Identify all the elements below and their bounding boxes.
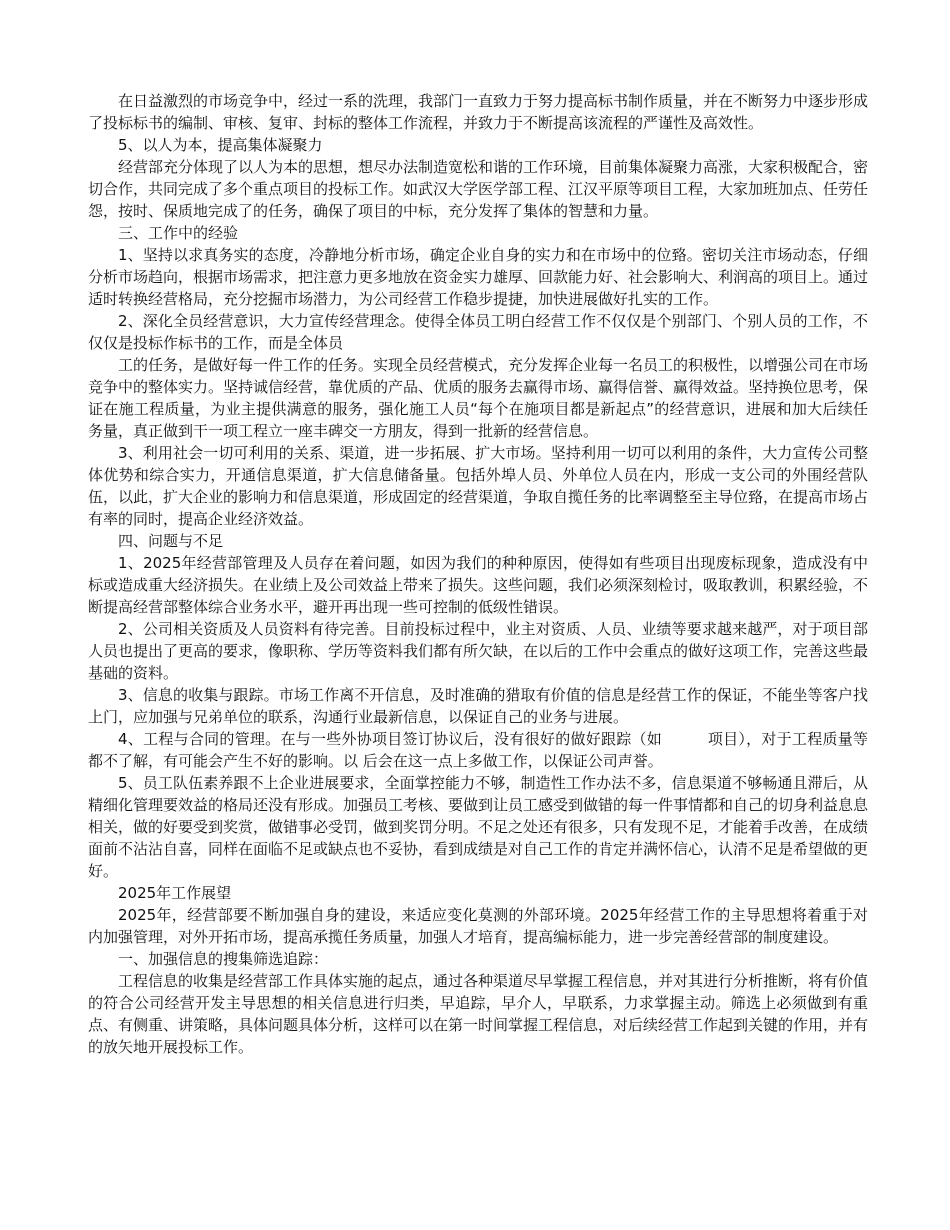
paragraph: 2、公司相关资质及人员资料有待完善。目前投标过程中，业主对资质、人员、业绩等要求越来越严，对于项目部人员也提出了更高的要求，像职称、学历等资料我们都有所欠缺，在以后的工作中会重点的做好这项工作，完善这些最基础的资料。 [88,620,869,682]
paragraph: 经营部充分体现了以人为本的思想，想尽办法制造宽松和谐的工作环境，目前集体凝聚力高涨，大家积极配合，密切合作，共同完成了多个重点项目的投标工作。如武汉大学医学部工程、江汉平原等项目工程，大家加班加点、任劳任怨，按时、保质地完成了的任务，确保了项目的中标，充分发挥了集体的智慧和力量。 [88,158,869,220]
paragraph: 1、2025年经营部管理及人员存在着问题，如因为我们的种种原因，使得如有些项目出现废标现象，造成没有中标或造成重大经济损失。在业绩上及公司效益上带来了损失。这些问题，我们必须深刻检讨，吸取教训，积累经验，不断提高经营部整体综合业务水平，避开再出现一些可控制的低级性错误。 [88,554,869,616]
section-heading: 四、问题与不足 [118,532,224,550]
paragraph: 工程信息的收集是经营部工作具体实施的起点，通过各种渠道尽早掌握工程信息，并对其进行分析推断，将有价值的符合公司经营开发主导思想的相关信息进行归类，早追踪，早介人，早联系，力求掌握主动。筛选上必须做到有重点、有侧重、讲策略，具体问题具体分析，这样可以在第一时间掌握工程信息，对后续经营工作起到关键的作用，并有的放矢地开展投标工作。 [88,972,869,1056]
paragraph: 2、深化全员经营意识，大力宣传经营理念。使得全体员工明白经营工作不仅仅是个别部门、个别人员的工作，不仅仅是投标作标书的工作，而是全体员 [88,312,868,352]
document-body [88,90,868,1058]
paragraph: 3、信息的收集与跟踪。市场工作离不开信息，及时准确的猎取有价值的信息是经营工作的保证，不能坐等客户找上门，应加强与兄弟单位的联系，沟通行业最新信息，以保证自己的业务与进展。 [88,686,868,726]
section-heading: 一、加强信息的搜集筛选追踪： [118,950,329,968]
paragraph: 1、坚持以求真务实的态度，冷静地分析市场，确定企业自身的实力和在市场中的位臵。密切关注市场动态，仔细分析市场趋向，根据市场需求，把注意力更多地放在资金实力雄厚、回款能力好、社会影响大、利润高的项目上。通过适时转换经营格局，充分挖掘市场潜力，为公司经营工作稳步提捷，加快进展做好扎实的工作。 [88,246,869,308]
paragraph: 在日益激烈的市场竞争中，经过一系的洗理，我部门一直致力于努力提高标书制作质量，并在不断努力中逐步形成了投标标书的编制、审核、复审、封标的整体工作流程，并致力于不断提高该流程的严谨性及高效性。 [88,92,869,132]
paragraph: 5、员工队伍素养跟不上企业进展要求，全面掌控能力不够，制造性工作办法不多，信息渠道不够畅通且滞后，从精细化管理要效益的格局还没有形成。加强员工考核、要做到让员工感受到做错的每一件事情都和自己的切身利益息息相关，做的好要受到奖赏，做错事必受罚，做到奖罚分明。不足之处还有很多，只有发现不足，才能着手改善，在成绩面前不沾沾自喜，同样在面临不足或缺点也不妥协，看到成绩是对自己工作的肯定并满怀信心，认清不足是希望做的更好。 [88,774,869,880]
paragraph: 2025年，经营部要不断加强自身的建设，来适应变化莫测的外部环境。2025年经营工作的主导思想将着重于对内加强管理，对外开拓市场，提高承揽任务质量，加强人才培育，提高编标能力，进一步完善经营部的制度建设。 [88,906,868,946]
section-heading: 5、以人为本，提高集体凝聚力 [118,136,323,154]
paragraph: 3、利用社会一切可利用的关系、渠道，进一步拓展、扩大市场。坚持利用一切可以利用的条件，大力宣传公司整体优势和综合实力，开通信息渠道，扩大信息储备量。包括外埠人员、外单位人员在内，形成一支公司的外围经营队伍，以此，扩大企业的影响力和信息渠道，形成固定的经营渠道，争取自揽任务的比率调整至主导位臵，在提高市场占有率的同时，提高企业经济效益。 [88,444,869,528]
section-heading: 三、工作中的经验 [118,224,239,242]
paragraph: 4、工程与合同的管理。在与一些外协项目签订协议后，没有很好的做好跟踪（如 项目），对于工程质量等都不了解，有可能会产生不好的影响。以 后会在这一点上多做工作，以保证公司声誉。 [88,730,868,770]
section-heading: 2025年工作展望 [118,884,232,902]
paragraph: 工的任务，是做好每一件工作的任务。实现全员经营模式，充分发挥企业每一名员工的积极性，以增强公司在市场竞争中的整体实力。坚持诚信经营，靠优质的产品、优质的服务去赢得市场、赢得信誉、赢得效益。坚持换位思考，保证在施工程质量，为业主提供满意的服务，强化施工人员“每个在施项目都是新起点”的经营意识，进展和加大后续任务量，真正做到干一项工程立一座丰碑交一方朋友，得到一批新的经营信息。 [88,356,869,440]
